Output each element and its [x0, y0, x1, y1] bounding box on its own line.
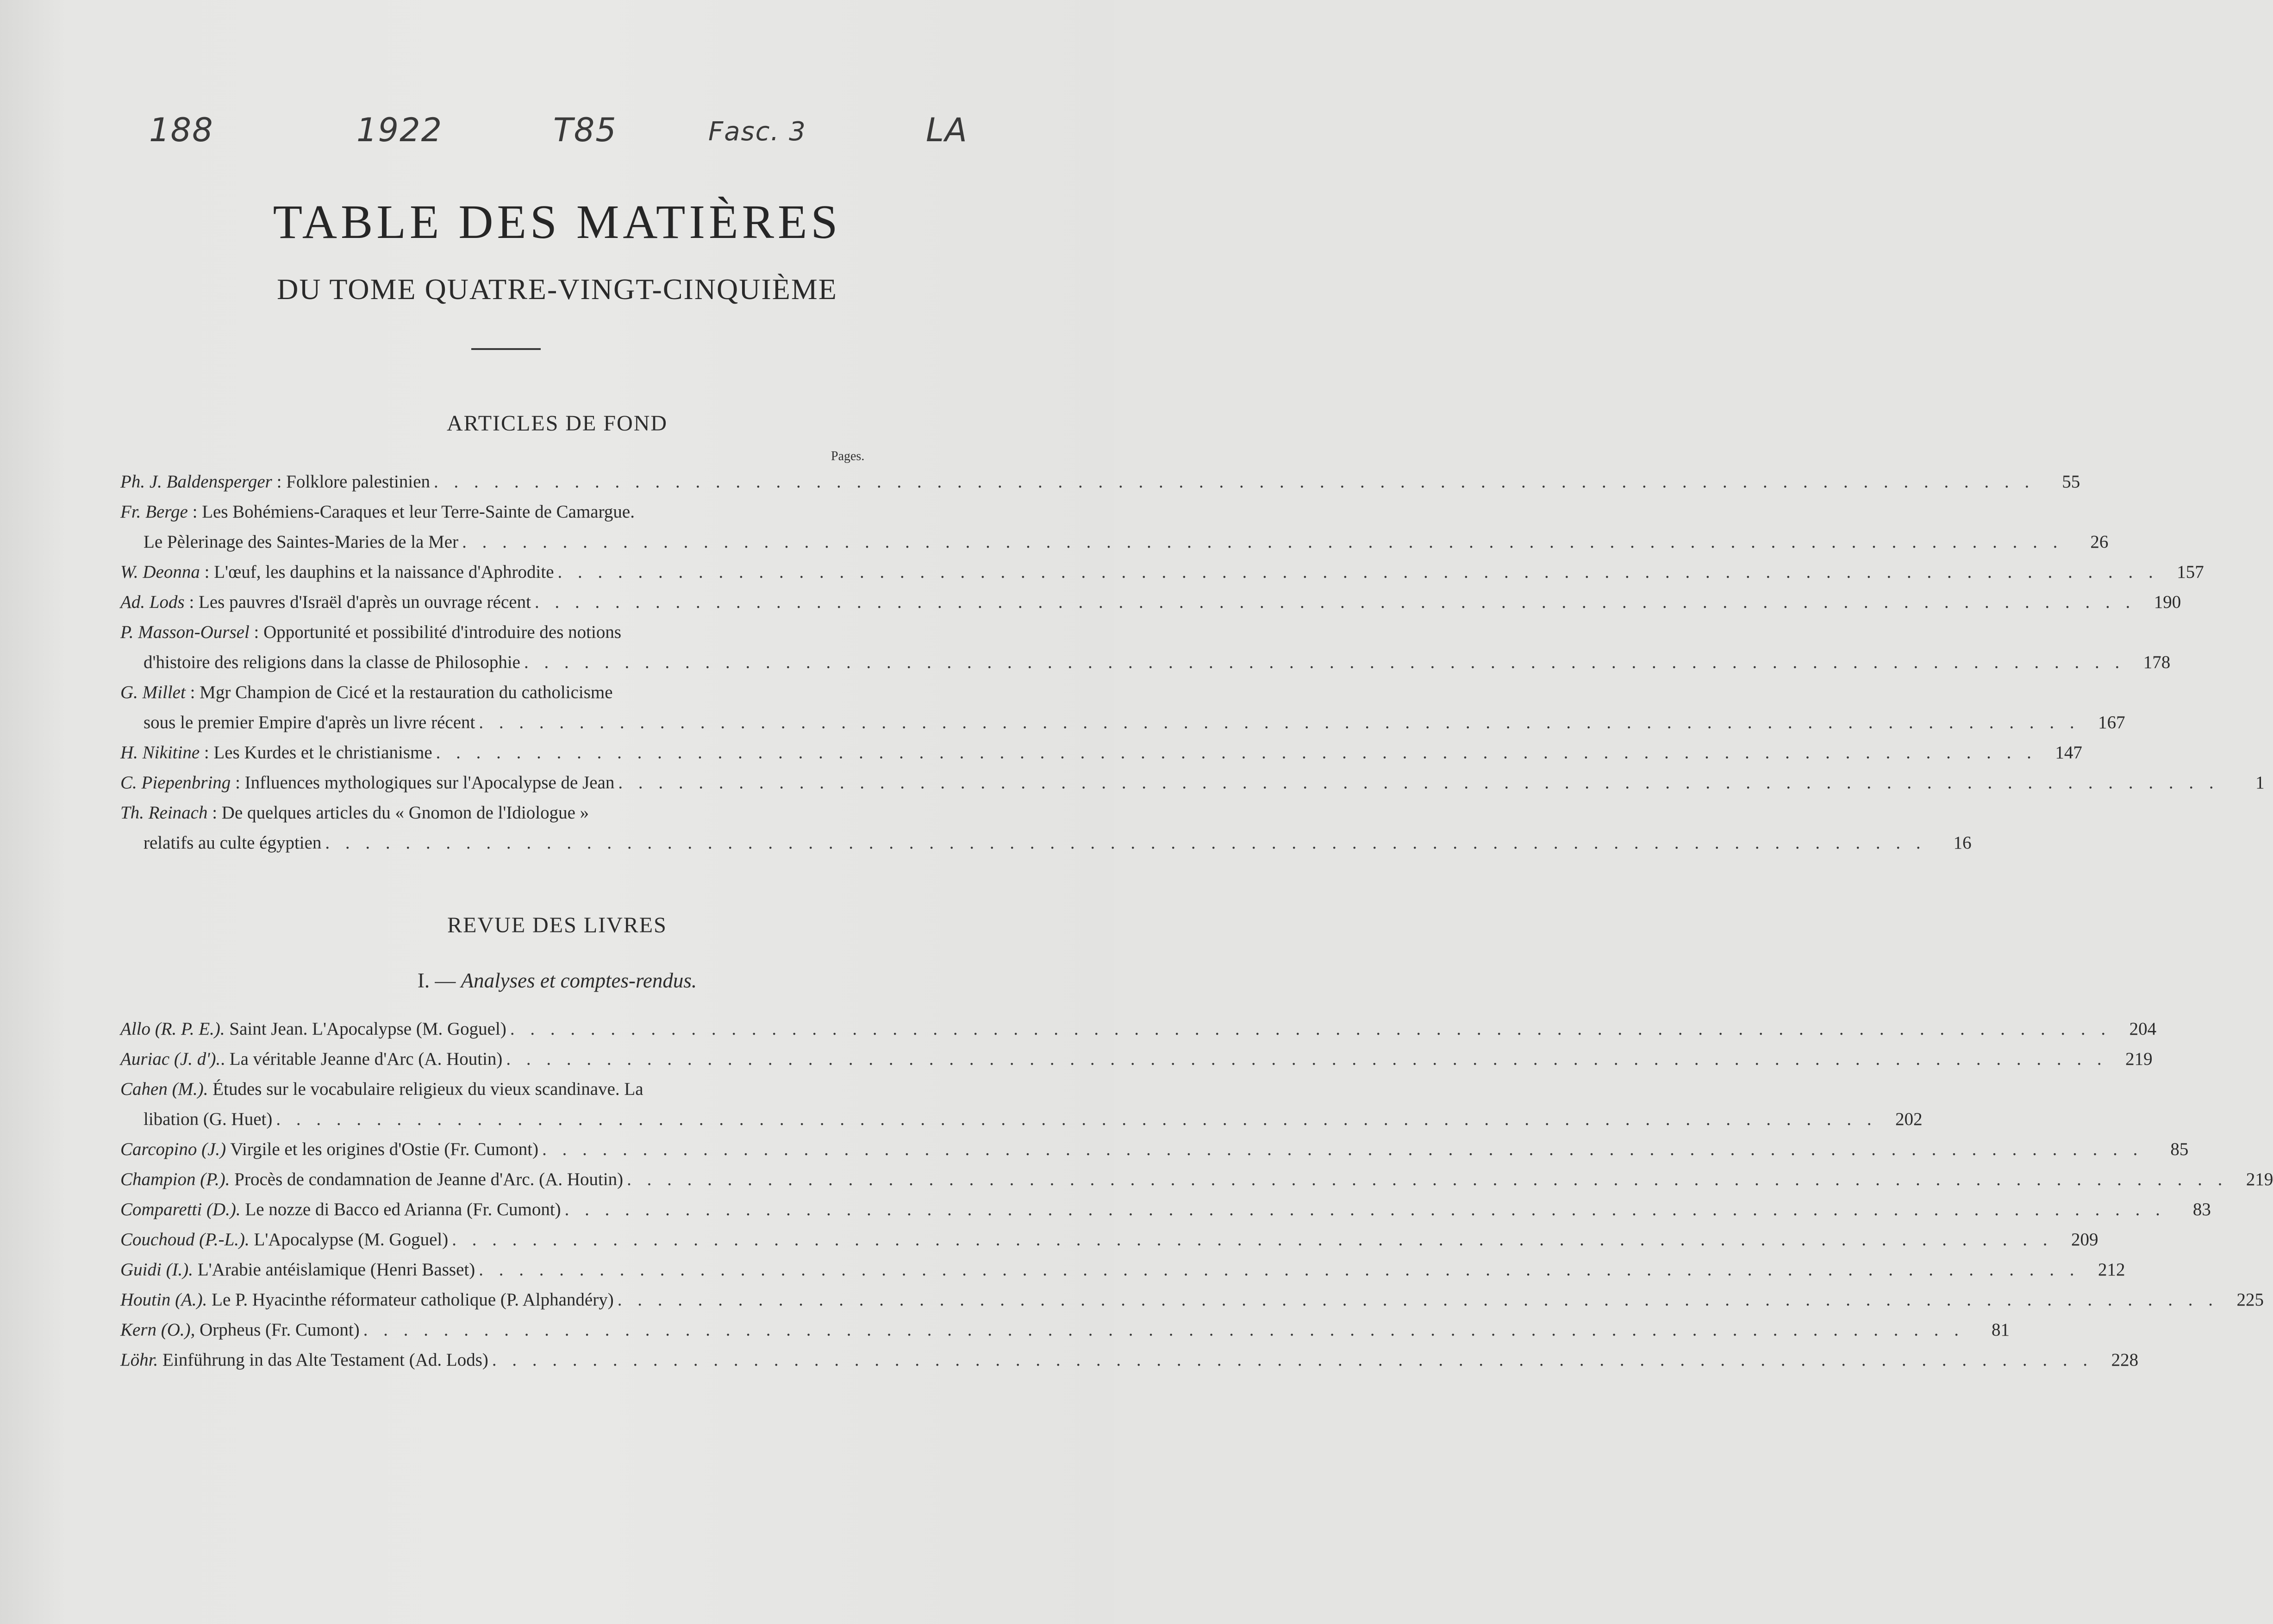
- toc-entry-author: Houtin (A.).: [120, 1290, 207, 1310]
- dot-leader: . . . . . . . . . . . . . . . . . . . . . . . . . . . . . . . . . . . . . . . . . . . . . . . . . . . . . . . . . . . . . . . . . . . . . . . . . . . . . . . .: [510, 1019, 2111, 1039]
- toc-entry: [120, 527, 2109, 557]
- toc-entry-title: d'histoire des religions dans la classe de Philosophie: [144, 652, 520, 672]
- toc-revue-list: [120, 1014, 2273, 1375]
- toc-entry-title: relatifs au culte égyptien: [144, 833, 322, 853]
- toc-entry-title: libation (G. Huet): [144, 1109, 273, 1129]
- dot-leader: . . . . . . . . . . . . . . . . . . . . . . . . . . . . . . . . . . . . . . . . . . . . . . . . . . . . . . . . . . . . . . . . . . . . . . . . . . . . . . . .: [462, 532, 2063, 552]
- dot-leader: . . . . . . . . . . . . . . . . . . . . . . . . . . . . . . . . . . . . . . . . . . . . . . . . . . . . . . . . . . . . . . . . . . . . . . . . . . . . . . . .: [557, 562, 2159, 582]
- toc-entry-page: 219: [2125, 1049, 2153, 1069]
- handwritten-note: 1922: [356, 111, 443, 149]
- toc-entry-author: Guidi (I.).: [120, 1260, 194, 1280]
- toc-entry-title: Le P. Hyacinthe réformateur catholique (P. Alphandéry): [207, 1290, 614, 1310]
- toc-entry-page: 81: [1991, 1320, 2010, 1340]
- toc-entry-page: 157: [2177, 562, 2204, 582]
- dot-leader: . . . . . . . . . . . . . . . . . . . . . . . . . . . . . . . . . . . . . . . . . . . . . . . . . . . . . . . . . . . . . . . . . . . . . . . . . . . . . . . .: [325, 833, 1926, 853]
- toc-entry: [120, 497, 884, 527]
- toc-entry-page: 178: [2143, 652, 2171, 672]
- toc-entry-title: : De quelques articles du « Gnomon de l'Idiologue »: [207, 803, 589, 823]
- toc-entry-title: : Opportunité et possibilité d'introduire des notions: [249, 622, 621, 642]
- toc-entry-page: 204: [2129, 1019, 2157, 1039]
- toc-entry-page: 219: [2246, 1169, 2273, 1189]
- toc-entry-page: 202: [1895, 1109, 1923, 1129]
- toc-entry-author: Champion (P.).: [120, 1169, 230, 1189]
- toc-entry: [120, 1044, 2153, 1074]
- dot-leader: . . . . . . . . . . . . . . . . . . . . . . . . . . . . . . . . . . . . . . . . . . . . . . . . . . . . . . . . . . . . . . . . . . . . . . . . . . . . . . . .: [492, 1350, 2093, 1370]
- toc-entry-page: 167: [2098, 712, 2125, 732]
- toc-entry-title: Saint Jean. L'Apocalypse (M. Goguel): [225, 1019, 506, 1039]
- toc-entry: [120, 1315, 2010, 1345]
- dot-leader: . . . . . . . . . . . . . . . . . . . . . . . . . . . . . . . . . . . . . . . . . . . . . . . . . . . . . . . . . . . . . . . . . . . . . . . . . . . . . . . .: [276, 1109, 1877, 1129]
- dot-leader: . . . . . . . . . . . . . . . . . . . . . . . . . . . . . . . . . . . . . . . . . . . . . . . . . . . . . . . . . . . . . . . . . . . . . . . . . . . . . . . .: [479, 712, 2080, 732]
- toc-entry-title: L'Arabie antéislamique (Henri Basset): [193, 1260, 475, 1280]
- toc-entry-title: : Influences mythologiques sur l'Apocalypse de Jean: [231, 773, 615, 793]
- toc-entry-title: Einführung in das Alte Testament (Ad. Lods): [158, 1350, 488, 1370]
- toc-entry: [120, 557, 2204, 587]
- toc-entry-title: Orpheus (Fr. Cumont): [195, 1320, 360, 1340]
- section-heading-revue: REVUE DES LIVRES: [447, 913, 667, 937]
- toc-entry: [120, 1074, 884, 1104]
- toc-entry-author: Carcopino (J.): [120, 1139, 226, 1159]
- dot-leader: . . . . . . . . . . . . . . . . . . . . . . . . . . . . . . . . . . . . . . . . . . . . . . . . . . . . . . . . . . . . . . . . . . . . . . . . . . . . . . . .: [542, 1139, 2143, 1159]
- toc-entry-title: : Folklore palestinien: [272, 472, 431, 492]
- toc-entry-author: Comparetti (D.).: [120, 1199, 241, 1219]
- toc-entry: [120, 587, 2181, 617]
- subsection-heading: [0, 968, 1114, 993]
- toc-entry-page: 26: [2090, 532, 2109, 552]
- dot-leader: . . . . . . . . . . . . . . . . . . . . . . . . . . . . . . . . . . . . . . . . . . . . . . . . . . . . . . . . . . . . . . . . . . . . . . . . . . . . . . . .: [618, 773, 2219, 793]
- subsection-number: I. —: [417, 969, 461, 992]
- toc-entry-title: : Les Kurdes et le christianisme: [200, 743, 432, 762]
- toc-entry-author: W. Deonna: [120, 562, 200, 582]
- toc-entry-title: L'Apocalypse (M. Goguel): [249, 1230, 449, 1249]
- toc-entry: [120, 768, 2265, 798]
- toc-entry-page: 190: [2154, 592, 2181, 612]
- toc-entry-title: : Les pauvres d'Israël d'après un ouvrage récent: [184, 592, 531, 612]
- dot-leader: . . . . . . . . . . . . . . . . . . . . . . . . . . . . . . . . . . . . . . . . . . . . . . . . . . . . . . . . . . . . . . . . . . . . . . . . . . . . . . . .: [363, 1320, 1964, 1340]
- toc-entry: [120, 798, 884, 828]
- toc-entry-author: C. Piepenbring: [120, 773, 231, 793]
- toc-entry: [120, 677, 884, 707]
- toc-entry: [120, 617, 884, 647]
- toc-entry-page: 16: [1953, 833, 1972, 853]
- toc-entry-author: Couchoud (P.-L.).: [120, 1230, 250, 1249]
- toc-entry-page: 55: [2062, 472, 2080, 492]
- page-title: TABLE DES MATIÈRES: [273, 195, 842, 249]
- toc-entry-page: 1: [2255, 773, 2265, 793]
- toc-entry-title: sous le premier Empire d'après un livre récent: [144, 712, 475, 732]
- toc-entry: [120, 828, 1972, 858]
- toc-entry-page: 225: [2236, 1290, 2264, 1310]
- toc-entry: [120, 1224, 2098, 1255]
- toc-entry: [120, 647, 2171, 677]
- dot-leader: . . . . . . . . . . . . . . . . . . . . . . . . . . . . . . . . . . . . . . . . . . . . . . . . . . . . . . . . . . . . . . . . . . . . . . . . . . . . . . . .: [434, 472, 2035, 492]
- dot-leader: . . . . . . . . . . . . . . . . . . . . . . . . . . . . . . . . . . . . . . . . . . . . . . . . . . . . . . . . . . . . . . . . . . . . . . . . . . . . . . . .: [524, 652, 2125, 672]
- toc-entry-author: Ad. Lods: [120, 592, 185, 612]
- toc-entry: [120, 1164, 2273, 1194]
- toc-entry-author: Cahen (M.).: [120, 1079, 208, 1099]
- toc-entry-title: Virgile et les origines d'Ostie (Fr. Cumont): [226, 1139, 539, 1159]
- toc-entry-page: 147: [2055, 743, 2082, 762]
- toc-entry-page: 209: [2071, 1230, 2098, 1249]
- section-heading-articles: ARTICLES DE FOND: [446, 411, 668, 436]
- toc-entry: [120, 737, 2082, 768]
- toc-entry-title: Procès de condamnation de Jeanne d'Arc. (A. Houtin): [230, 1169, 624, 1189]
- toc-entry: [120, 1345, 2139, 1375]
- toc-entry: [120, 1194, 2211, 1224]
- toc-entry: [120, 1104, 1923, 1134]
- toc-entry-author: Kern (O.),: [120, 1320, 195, 1340]
- toc-entry-author: H. Nikitine: [120, 743, 200, 762]
- toc-entry: [120, 467, 2080, 497]
- dot-leader: . . . . . . . . . . . . . . . . . . . . . . . . . . . . . . . . . . . . . . . . . . . . . . . . . . . . . . . . . . . . . . . . . . . . . . . . . . . . . . . .: [452, 1230, 2053, 1249]
- toc-entry-title: Le nozze di Bacco ed Arianna (Fr. Cumont): [240, 1199, 561, 1219]
- toc-entry-author: Ph. J. Baldensperger: [120, 472, 272, 492]
- toc-entry-title: Études sur le vocabulaire religieux du vieux scandinave. La: [208, 1079, 643, 1099]
- toc-entry-author: Fr. Berge: [120, 502, 188, 522]
- toc-entry-title: : Les Bohémiens-Caraques et leur Terre-Sainte de Camargue.: [187, 502, 635, 522]
- toc-entry: [120, 1255, 2125, 1285]
- toc-entry: [120, 1134, 2189, 1164]
- handwritten-note: LA: [926, 111, 968, 149]
- toc-entry-page: 83: [2192, 1199, 2211, 1219]
- dot-leader: . . . . . . . . . . . . . . . . . . . . . . . . . . . . . . . . . . . . . . . . . . . . . . . . . . . . . . . . . . . . . . . . . . . . . . . . . . . . . . . .: [479, 1260, 2080, 1280]
- toc-entry-author: Auriac (J. d').: [120, 1049, 221, 1069]
- toc-entry-page: 212: [2098, 1260, 2125, 1280]
- subsection-title: Analyses et comptes-rendus.: [461, 969, 697, 992]
- toc-entry-page: 85: [2170, 1139, 2189, 1159]
- toc-entry-title: : L'œuf, les dauphins et la naissance d'Aphrodite: [200, 562, 554, 582]
- toc-entry: [120, 1014, 2157, 1044]
- dot-leader: . . . . . . . . . . . . . . . . . . . . . . . . . . . . . . . . . . . . . . . . . . . . . . . . . . . . . . . . . . . . . . . . . . . . . . . . . . . . . . . .: [506, 1049, 2107, 1069]
- handwritten-note: Fasc. 3: [708, 117, 806, 147]
- toc-entry-title: . La véritable Jeanne d'Arc (A. Houtin): [220, 1049, 503, 1069]
- toc-entry-author: G. Millet: [120, 682, 186, 702]
- dot-leader: . . . . . . . . . . . . . . . . . . . . . . . . . . . . . . . . . . . . . . . . . . . . . . . . . . . . . . . . . . . . . . . . . . . . . . . . . . . . . . . .: [564, 1199, 2166, 1219]
- dot-leader: . . . . . . . . . . . . . . . . . . . . . . . . . . . . . . . . . . . . . . . . . . . . . . . . . . . . . . . . . . . . . . . . . . . . . . . . . . . . . . . .: [627, 1169, 2228, 1189]
- toc-entry-title: Le Pèlerinage des Saintes-Maries de la Mer: [144, 532, 459, 552]
- handwritten-note: 188: [149, 111, 214, 149]
- toc-entry: [120, 707, 2125, 737]
- toc-articles-list: [120, 467, 2265, 858]
- toc-entry-author: Allo (R. P. E.).: [120, 1019, 225, 1039]
- dot-leader: . . . . . . . . . . . . . . . . . . . . . . . . . . . . . . . . . . . . . . . . . . . . . . . . . . . . . . . . . . . . . . . . . . . . . . . . . . . . . . . .: [534, 592, 2136, 612]
- toc-entry-author: P. Masson-Oursel: [120, 622, 250, 642]
- dot-leader: . . . . . . . . . . . . . . . . . . . . . . . . . . . . . . . . . . . . . . . . . . . . . . . . . . . . . . . . . . . . . . . . . . . . . . . . . . . . . . . .: [436, 743, 2037, 762]
- handwritten-note: T85: [553, 111, 617, 149]
- pages-column-label: Pages.: [831, 449, 865, 463]
- toc-entry: [120, 1285, 2264, 1315]
- toc-entry-author: Th. Reinach: [120, 803, 208, 823]
- toc-entry-author: Löhr.: [120, 1350, 158, 1370]
- page-subtitle: DU TOME QUATRE-VINGT-CINQUIÈME: [277, 273, 837, 306]
- toc-entry-title: : Mgr Champion de Cicé et la restauration du catholicisme: [185, 682, 613, 702]
- toc-entry-page: 228: [2111, 1350, 2139, 1370]
- divider: [471, 348, 541, 350]
- dot-leader: . . . . . . . . . . . . . . . . . . . . . . . . . . . . . . . . . . . . . . . . . . . . . . . . . . . . . . . . . . . . . . . . . . . . . . . . . . . . . . . .: [617, 1290, 2218, 1310]
